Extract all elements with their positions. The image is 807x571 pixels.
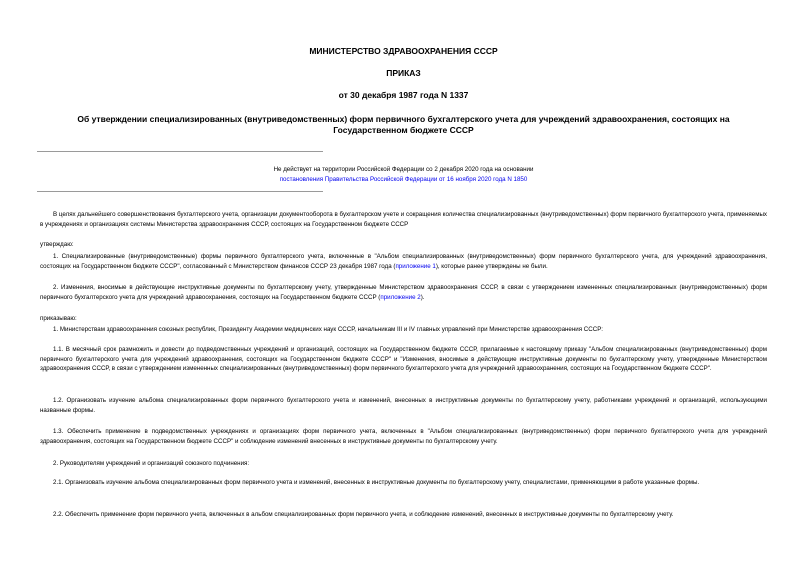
approval-item-1-text-b: ), которые ранее утверждены не были. bbox=[435, 262, 548, 270]
status-link[interactable]: постановления Правительства Российской Федерации от 16 ноября 2020 года N 1850 bbox=[279, 176, 528, 183]
approval-item-1-text-a: 1. Специализированные (внутриведомственные) формы первичного бухгалтерского учета, включенные в "Альбом специализированных (внутриведомственных) форм первичного бухгалтерского учета, для учреждений здравоохранения, состоящих на Государственном бюджете СССР", согласованный с Министерством финансов СССР 23 декабря 1987 года ( bbox=[40, 253, 767, 270]
ministry-heading: МИНИСТЕРСТВО ЗДРАВООХРАНЕНИЯ СССР bbox=[309, 46, 498, 56]
date-number-heading: от 30 декабря 1987 года N 1337 bbox=[338, 90, 469, 100]
approve-label: утверждаю: bbox=[40, 241, 74, 248]
approval-item-2-text-a: 2. Изменения, вносимые в действующие инструктивные документы по бухгалтерскому учету, утвержденные Министерством здравоохранения СССР, в связи с утверждением измененных специализированных (внутриведомственных) форм первичного бухгалтерского учета для учреждений здравоохранения, состоящих на Государственном бюджете СССР ( bbox=[40, 284, 767, 301]
separator-line-bottom bbox=[37, 191, 323, 192]
appendix-2-link[interactable]: приложение 2 bbox=[380, 293, 421, 301]
intro-paragraph: В целях дальнейшего совершенствования бухгалтерского учета, организации документооборота в бухгалтерском учете и сокращения количества специализированных (внутриведомственных) форм первичного бухгалтерского учета, применяемых в учреждениях и организациях системы Министерства здравоохранения СССР, состоящих на Государственном бюджете СССР bbox=[40, 211, 767, 228]
separator-line bbox=[37, 151, 323, 152]
order-item-2: 2. Руководителям учреждений и организаций союзного подчинения: bbox=[53, 460, 250, 467]
approval-item-2 bbox=[40, 283, 767, 302]
order-item-1-1: 1.1. В месячный срок размножить и довести до подведомственных учреждений и организаций, состоящих на Государственном бюджете СССР, прилагаемые к настоящему приказу "Альбом специализированных (внутриведомственных) форм первичного бухгалтерского учета для учреждений здравоохранения, состоящих на Государственном бюджете СССР" и "Изменения, вносимые в действующие инструктивные документы по бухгалтерскому учету, утвержденные Министерством здравоохранения СССР, в связи с утверждением измененных специализированных (внутриведомственных) форм первичного бухгалтерского учета для учреждений здравоохранения, состоящих на Государственном бюджете СССР". bbox=[40, 346, 767, 373]
approval-item-2-text-b: ). bbox=[420, 293, 425, 301]
status-notice bbox=[200, 165, 607, 185]
order-label: приказываю: bbox=[40, 315, 77, 322]
document-title: Об утверждении специализированных (внутриведомственных) форм первичного бухгалтерского учета для учреждений здравоохранения, состоящих на Государственном бюджете СССР bbox=[77, 114, 730, 135]
appendix-1-link[interactable]: приложение 1 bbox=[395, 262, 436, 270]
status-text: Не действует на территории Российской Федерации со 2 декабря 2020 года на основании bbox=[273, 166, 534, 173]
order-item-2-2: 2.2. Обеспечить применение форм первичного учета, включенных в альбом специализированных форм первичного учета, и соблюдение изменений, внесенных в инструктивные документы по бухгалтерскому учету. bbox=[53, 511, 674, 518]
doc-type-heading: ПРИКАЗ bbox=[386, 68, 421, 78]
approval-item-1 bbox=[40, 252, 767, 271]
order-item-1: 1. Министерствам здравоохранения союзных республик, Президенту Академии медицинских наук СССР, начальникам III и IV главных управлений при Министерстве здравоохранения СССР: bbox=[53, 326, 603, 333]
order-item-2-1: 2.1. Организовать изучение альбома специализированных форм первичного учета и изменений, внесенных в инструктивные документы по бухгалтерскому учету, специалистами, применяющими в работе указанные формы. bbox=[53, 479, 700, 486]
order-item-1-2: 1.2. Организовать изучение альбома специализированных форм первичного бухгалтерского учета и изменений, внесенных в инструктивные документы по бухгалтерскому учету, работниками учреждений и организаций, использующими названные формы. bbox=[40, 397, 767, 414]
order-item-1-3: 1.3. Обеспечить применение в подведомственных учреждениях и организациях форм первичного учета, включенных в "Альбом специализированных (внутриведомственных) форм первичного бухгалтерского учета для учреждений здравоохранения, состоящих на Государственном бюджете СССР" и соблюдение изменений внесенных в инструктивные документы по бухгалтерскому учету. bbox=[40, 428, 767, 445]
